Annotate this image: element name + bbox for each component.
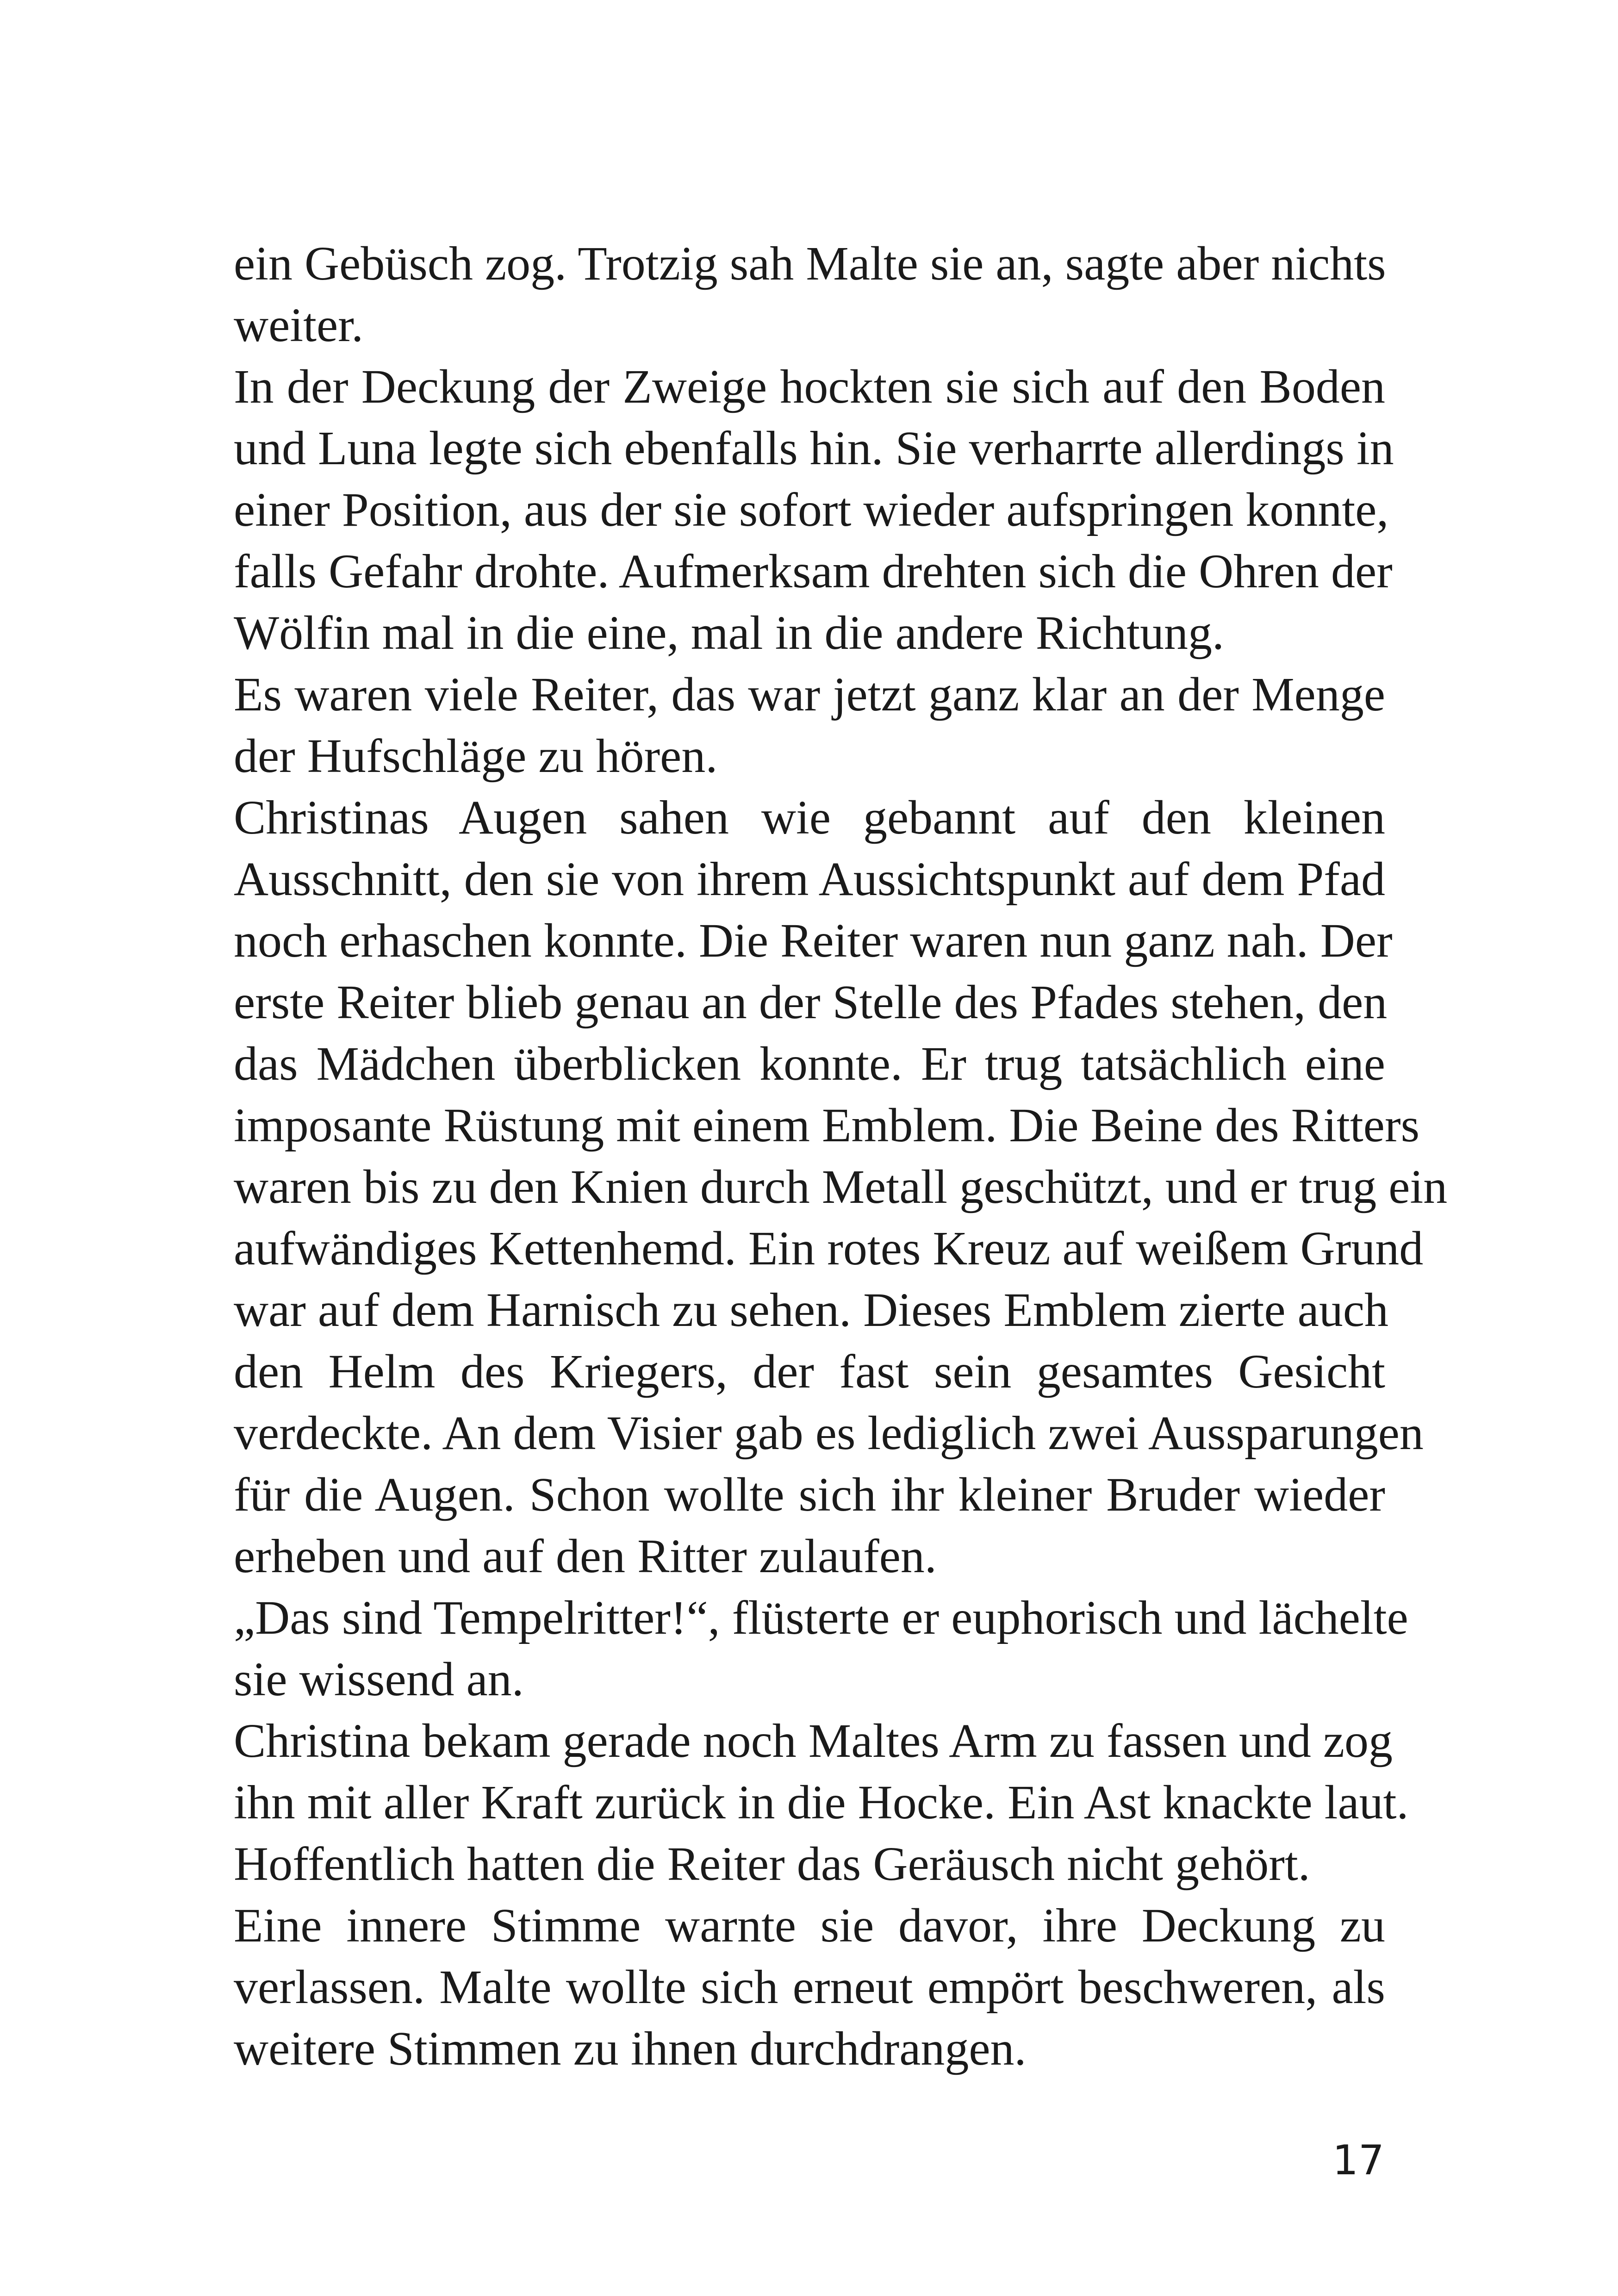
text-line: war auf dem Harnisch zu sehen. Dieses Emblem zierte auch [234,1283,1388,1337]
text-line: „Das sind Tempelritter!“, flüsterte er euphorisch und lächelte [234,1591,1408,1644]
text-line: Es waren viele Reiter, das war jetzt ganz klar an der Menge [234,668,1385,721]
text-line: einer Position, aus der sie sofort wieder aufspringen konnte, [234,483,1389,536]
body-text [234,233,1448,2079]
text-line: imposante Rüstung mit einem Emblem. Die Beine des Ritters [234,1099,1420,1152]
text-line: waren bis zu den Knien durch Metall geschützt, und er trug ein [234,1160,1448,1213]
text-line: erheben und auf den Ritter zulaufen. [234,1530,937,1583]
text-line: falls Gefahr drohte. Aufmerksam drehten sich die Ohren der [234,545,1393,598]
text-line: und Luna legte sich ebenfalls hin. Sie verharrte allerdings in [234,422,1394,475]
text-line: aufwändiges Kettenhemd. Ein rotes Kreuz auf weißem Grund [234,1222,1424,1275]
text-line: für die Augen. Schon wollte sich ihr kleiner Bruder wieder [234,1468,1385,1521]
text-line: Christinas Augen sahen wie gebannt auf den kleinen [234,791,1385,844]
text-line: ihn mit aller Kraft zurück in die Hocke. Ein Ast knackte laut. [234,1776,1409,1829]
text-line: verdeckte. An dem Visier gab es lediglich zwei Aussparungen [234,1406,1424,1460]
text-line: Christina bekam gerade noch Maltes Arm zu fassen und zog [234,1714,1393,1767]
text-line: ein Gebüsch zog. Trotzig sah Malte sie an, sagte aber nichts [234,237,1386,290]
text-line: das Mädchen überblicken konnte. Er trug tatsächlich eine [234,1037,1385,1090]
text-line: Ausschnitt, den sie von ihrem Aussichtspunkt auf dem Pfad [234,852,1385,906]
page-number: 17 [1332,2136,1384,2184]
text-line: weitere Stimmen zu ihnen durchdrangen. [234,2022,1027,2075]
text-line: erste Reiter blieb genau an der Stelle des Pfades stehen, den [234,976,1388,1029]
text-line: Eine innere Stimme warnte sie davor, ihre Deckung zu [234,1899,1385,1952]
text-line: noch erhaschen konnte. Die Reiter waren nun ganz nah. Der [234,914,1393,967]
text-line: In der Deckung der Zweige hockten sie sich auf den Boden [234,360,1385,413]
text-line: weiter. [234,299,364,352]
text-line: der Hufschläge zu hören. [234,729,718,783]
text-line: Hoffentlich hatten die Reiter das Geräusch nicht gehört. [234,1837,1310,1891]
text-line: sie wissend an. [234,1653,524,1706]
text-line: verlassen. Malte wollte sich erneut empört beschweren, als [234,1960,1385,2014]
text-line: Wölfin mal in die eine, mal in die andere Richtung. [234,606,1225,660]
text-line: den Helm des Kriegers, der fast sein gesamtes Gesicht [234,1345,1385,1398]
